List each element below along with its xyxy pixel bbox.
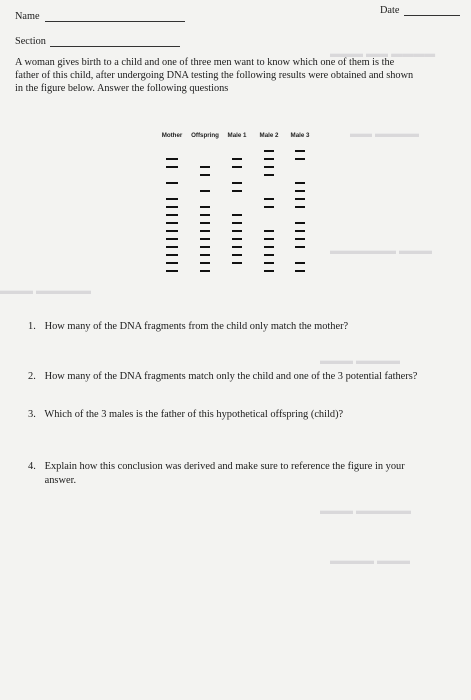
dna-band [264, 230, 274, 232]
dna-band [200, 222, 210, 224]
dna-band [232, 230, 242, 232]
name-line [45, 21, 185, 22]
dna-band [295, 182, 305, 184]
name-label: Name [15, 11, 40, 22]
dna-band [264, 166, 274, 168]
dna-band [200, 174, 210, 176]
dna-band [295, 190, 305, 192]
dna-band [295, 222, 305, 224]
lane-label: Male 2 [259, 132, 279, 139]
dna-band [166, 166, 178, 168]
dna-band [264, 206, 274, 208]
dna-band [166, 182, 178, 184]
question-number: 3. [28, 409, 36, 420]
dna-band [232, 238, 242, 240]
dna-band [166, 254, 178, 256]
dna-band [295, 230, 305, 232]
dna-band [232, 246, 242, 248]
dna-band [166, 270, 178, 272]
bleed-through: ▬▬▬▬▬▬ ▬▬▬ [330, 245, 433, 257]
dna-band [200, 254, 210, 256]
dna-band [166, 238, 178, 240]
dna-band [200, 166, 210, 168]
question-2 [28, 370, 464, 384]
dna-band [200, 190, 210, 192]
dna-band [264, 158, 274, 160]
dna-band [166, 198, 178, 200]
dna-band [200, 214, 210, 216]
dna-band [166, 214, 178, 216]
dna-gel-figure [155, 132, 330, 282]
bleed-through: ▬▬▬▬ ▬▬▬ [330, 555, 411, 567]
lane-label: Offspring [191, 132, 219, 139]
section-label: Section [15, 36, 46, 47]
dna-band [295, 262, 305, 264]
question-number: 2. [28, 371, 36, 382]
dna-band [264, 254, 274, 256]
dna-band [295, 206, 305, 208]
dna-band [264, 262, 274, 264]
lane-label: Mother [161, 132, 183, 139]
dna-band [295, 158, 305, 160]
dna-band [232, 222, 242, 224]
dna-band [232, 166, 242, 168]
dna-band [200, 262, 210, 264]
dna-band [264, 150, 274, 152]
dna-band [232, 262, 242, 264]
dna-band [264, 270, 274, 272]
bleed-through: ▬▬▬ ▬▬▬▬ [320, 355, 401, 367]
dna-band [295, 246, 305, 248]
lane-label: Male 3 [290, 132, 310, 139]
bleed-through: ▬▬▬ ▬▬▬▬▬ [320, 505, 412, 517]
dna-band [166, 246, 178, 248]
question-text: Explain how this conclusion was derived and make sure to reference the figure in your [44, 461, 405, 472]
dna-band [232, 214, 242, 216]
dna-band [264, 238, 274, 240]
question-text: How many of the DNA fragments from the child only match the mother? [44, 321, 349, 332]
dna-band [166, 158, 178, 160]
lane-label: Male 1 [227, 132, 247, 139]
question-4 [28, 460, 464, 488]
dna-band [200, 238, 210, 240]
dna-band [232, 182, 242, 184]
dna-band [232, 158, 242, 160]
question-number: 4. [28, 461, 36, 472]
intro-line-3: in the figure below. Answer the following questions [15, 83, 229, 94]
question-text: How many of the DNA fragments match only the child and one of the 3 potential fathers? [44, 371, 418, 382]
dna-band [264, 198, 274, 200]
dna-band [200, 206, 210, 208]
dna-band [295, 238, 305, 240]
dna-band [166, 222, 178, 224]
question-3 [28, 408, 464, 422]
dna-band [295, 198, 305, 200]
date-line [404, 15, 460, 16]
date-label: Date [380, 5, 400, 16]
dna-band [166, 206, 178, 208]
dna-band [166, 230, 178, 232]
intro-line-1: A woman gives birth to a child and one of three men want to know which one of them is the [15, 57, 395, 68]
dna-band [200, 246, 210, 248]
bleed-through: ▬▬ ▬▬▬▬ [350, 128, 420, 140]
question-text-continued: answer. [44, 475, 77, 486]
dna-band [166, 262, 178, 264]
dna-band [295, 150, 305, 152]
bleed-through: ▬▬▬ ▬▬▬▬▬ [0, 285, 92, 297]
dna-band [295, 270, 305, 272]
question-1 [28, 320, 464, 334]
dna-band [232, 254, 242, 256]
dna-band [264, 174, 274, 176]
dna-band [200, 270, 210, 272]
dna-band [200, 230, 210, 232]
bleed-through: ▬▬▬ ▬▬ ▬▬▬▬ [330, 48, 436, 60]
dna-band [232, 190, 242, 192]
intro-line-2: father of this child, after undergoing DNA testing the following results were obtained and shown [15, 70, 414, 81]
question-text: Which of the 3 males is the father of this hypothetical offspring (child)? [44, 409, 344, 420]
question-number: 1. [28, 321, 36, 332]
section-line [50, 46, 180, 47]
dna-band [264, 246, 274, 248]
